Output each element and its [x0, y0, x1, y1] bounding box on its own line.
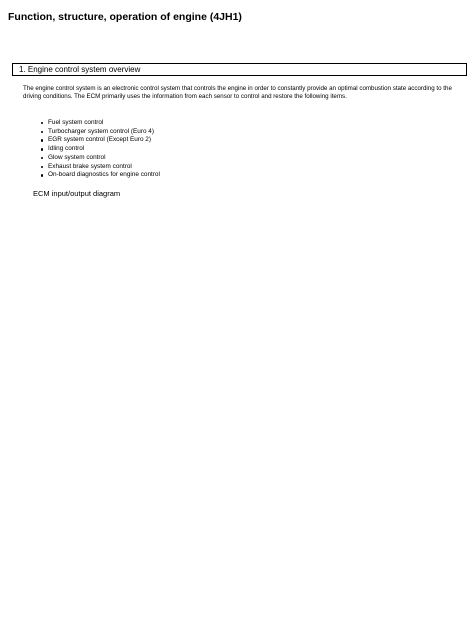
bullet-icon	[41, 166, 43, 168]
list-item	[41, 171, 160, 180]
section-title: 1. Engine control system overview	[19, 65, 141, 74]
bullet-icon	[41, 122, 43, 124]
list-item	[41, 128, 160, 137]
bullet-icon	[41, 148, 43, 150]
list-item-label: EGR system control (Except Euro 2)	[48, 136, 151, 144]
bullet-icon	[41, 139, 43, 141]
section-header-box	[12, 63, 467, 76]
list-item	[41, 136, 160, 145]
overview-paragraph: The engine control system is an electronic control system that controls the engine in order to constantly provide an optimal combustion state according to the driving conditions. The ECM primarily uses the information from each sensor to control and restore the following items.	[23, 85, 452, 100]
page-title: Function, structure, operation of engine (4JH1)	[8, 11, 242, 23]
bullet-icon	[41, 131, 43, 133]
bullet-icon	[41, 157, 43, 159]
list-item-label: Glow system control	[48, 153, 106, 161]
list-item	[41, 145, 160, 154]
list-item	[41, 163, 160, 172]
list-item-label: Exhaust brake system control	[48, 162, 132, 170]
list-item	[41, 154, 160, 163]
list-item	[41, 119, 160, 128]
list-item-label: Turbocharger system control (Euro 4)	[48, 127, 154, 135]
bullet-icon	[41, 174, 43, 176]
control-items-list	[41, 119, 160, 180]
list-item-label: Idling control	[48, 145, 85, 153]
diagram-caption: ECM input/output diagram	[33, 189, 121, 198]
list-item-label: On-board diagnostics for engine control	[48, 171, 160, 179]
list-item-label: Fuel system control	[48, 119, 104, 126]
